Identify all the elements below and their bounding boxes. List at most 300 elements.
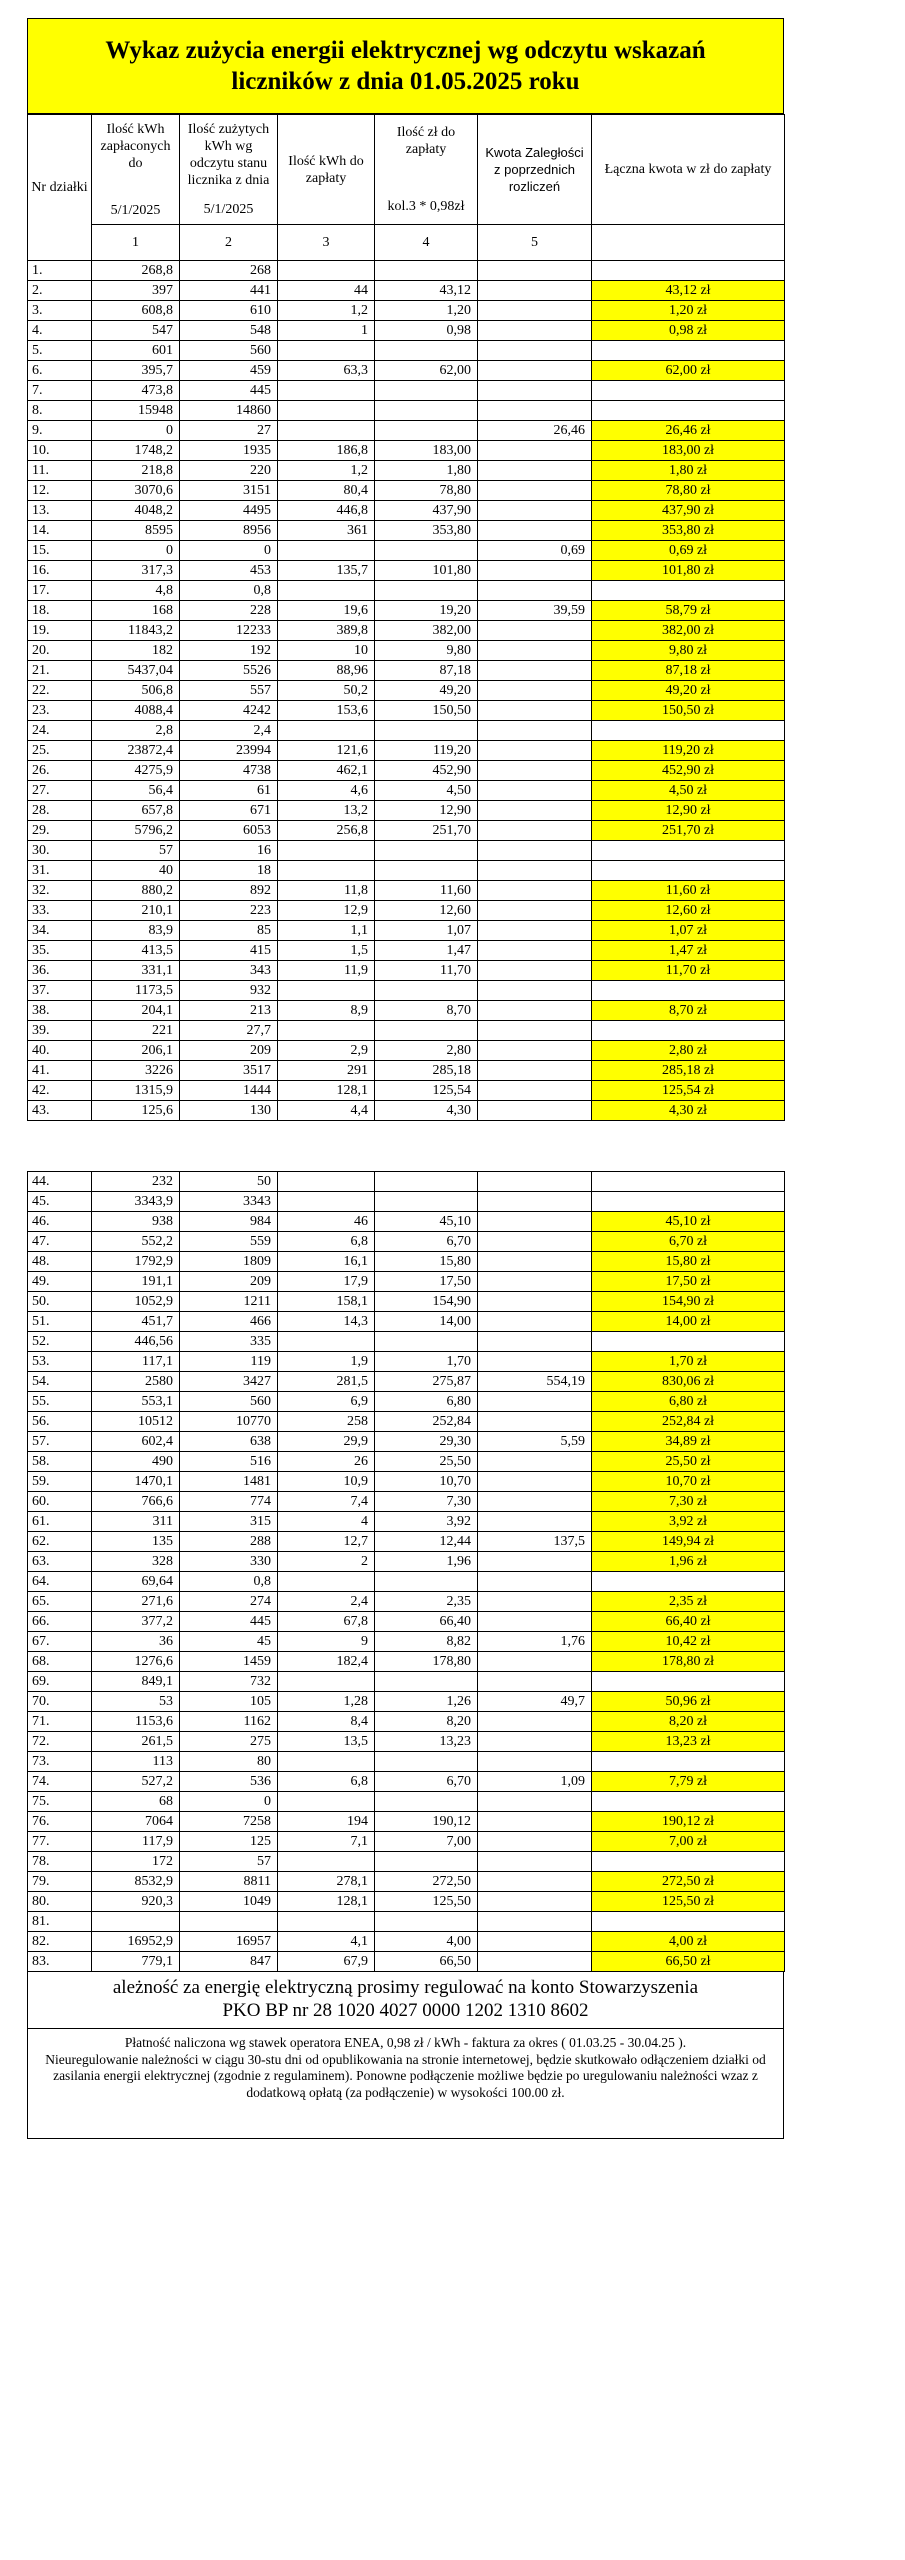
cell-nr: 69. <box>28 1672 92 1692</box>
cell-c5 <box>478 1792 592 1812</box>
cell-c1: 204,1 <box>92 1001 180 1021</box>
cell-nr: 31. <box>28 861 92 881</box>
cell-c1: 490 <box>92 1452 180 1472</box>
cell-c3: 80,4 <box>278 481 375 501</box>
cell-c4 <box>375 1672 478 1692</box>
cell-c4: 43,12 <box>375 281 478 301</box>
cell-c4: 9,80 <box>375 641 478 661</box>
cell-c2: 16 <box>180 841 278 861</box>
cell-c3: 128,1 <box>278 1081 375 1101</box>
table-row <box>28 681 785 701</box>
cell-c2: 466 <box>180 1312 278 1332</box>
cell-c2: 7258 <box>180 1812 278 1832</box>
cell-c2: 14860 <box>180 401 278 421</box>
cell-c6: 11,60 zł <box>592 881 785 901</box>
cell-c4: 8,82 <box>375 1632 478 1652</box>
cell-c4: 12,90 <box>375 801 478 821</box>
cell-c6: 437,90 zł <box>592 501 785 521</box>
cell-c4: 119,20 <box>375 741 478 761</box>
usage-table-part-2 <box>27 1171 785 1972</box>
cell-nr: 62. <box>28 1532 92 1552</box>
cell-c3 <box>278 541 375 561</box>
cell-nr: 29. <box>28 821 92 841</box>
cell-c2: 275 <box>180 1732 278 1752</box>
cell-c1: 117,1 <box>92 1352 180 1372</box>
cell-c5 <box>478 481 592 501</box>
cell-nr: 54. <box>28 1372 92 1392</box>
cell-c2: 1481 <box>180 1472 278 1492</box>
cell-c5: 5,59 <box>478 1432 592 1452</box>
table-row <box>28 521 785 541</box>
cell-c3 <box>278 1672 375 1692</box>
cell-c6 <box>592 981 785 1001</box>
cell-c1 <box>92 1912 180 1932</box>
header-col3: Ilość kWh do zapłaty <box>278 115 375 225</box>
cell-c2: 4242 <box>180 701 278 721</box>
cell-c5 <box>478 581 592 601</box>
cell-c6 <box>592 581 785 601</box>
cell-c4: 2,80 <box>375 1041 478 1061</box>
cell-c2: 559 <box>180 1232 278 1252</box>
cell-c4: 3,92 <box>375 1512 478 1532</box>
cell-c6 <box>592 1912 785 1932</box>
cell-c3: 194 <box>278 1812 375 1832</box>
cell-nr: 63. <box>28 1552 92 1572</box>
cell-c4 <box>375 721 478 741</box>
cell-c6: 101,80 zł <box>592 561 785 581</box>
cell-nr: 71. <box>28 1712 92 1732</box>
cell-c5 <box>478 941 592 961</box>
cell-c4: 1,80 <box>375 461 478 481</box>
table-row <box>28 501 785 521</box>
cell-c5 <box>478 961 592 981</box>
cell-c5 <box>478 761 592 781</box>
cell-c3: 2,9 <box>278 1041 375 1061</box>
cell-c1: 920,3 <box>92 1892 180 1912</box>
cell-c5 <box>478 501 592 521</box>
cell-c4: 6,70 <box>375 1772 478 1792</box>
table-row <box>28 1001 785 1021</box>
cell-c5: 554,19 <box>478 1372 592 1392</box>
cell-c6: 9,80 zł <box>592 641 785 661</box>
cell-nr: 59. <box>28 1472 92 1492</box>
table-row <box>28 441 785 461</box>
header-nr: Nr działki <box>28 115 92 261</box>
cell-c6: 26,46 zł <box>592 421 785 441</box>
cell-c3: 4,6 <box>278 781 375 801</box>
cell-c1: 135 <box>92 1532 180 1552</box>
cell-c6: 17,50 zł <box>592 1272 785 1292</box>
cell-c6: 49,20 zł <box>592 681 785 701</box>
cell-c4: 4,30 <box>375 1101 478 1121</box>
cell-c6: 353,80 zł <box>592 521 785 541</box>
cell-c1: 40 <box>92 861 180 881</box>
cell-c1: 8595 <box>92 521 180 541</box>
cell-c2: 343 <box>180 961 278 981</box>
cell-c5 <box>478 1912 592 1932</box>
cell-c4: 49,20 <box>375 681 478 701</box>
cell-c3: 128,1 <box>278 1892 375 1912</box>
cell-c6: 2,35 zł <box>592 1592 785 1612</box>
cell-c5 <box>478 681 592 701</box>
cell-c3: 63,3 <box>278 361 375 381</box>
cell-c4 <box>375 1572 478 1592</box>
cell-c3: 6,8 <box>278 1232 375 1252</box>
cell-nr: 3. <box>28 301 92 321</box>
cell-c6: 183,00 zł <box>592 441 785 461</box>
cell-nr: 47. <box>28 1232 92 1252</box>
table-row <box>28 321 785 341</box>
cell-c3: 1,28 <box>278 1692 375 1712</box>
table-row <box>28 1192 785 1212</box>
cell-c3: 67,8 <box>278 1612 375 1632</box>
cell-c1: 113 <box>92 1752 180 1772</box>
cell-c3: 182,4 <box>278 1652 375 1672</box>
table-row <box>28 1652 785 1672</box>
cell-c5 <box>478 981 592 1001</box>
cell-c6: 1,07 zł <box>592 921 785 941</box>
cell-c2: 288 <box>180 1532 278 1552</box>
cell-c3: 135,7 <box>278 561 375 581</box>
cell-nr: 78. <box>28 1852 92 1872</box>
cell-c4: 6,70 <box>375 1232 478 1252</box>
payment-note-warning: Nieuregulowanie należności w ciągu 30-stu dni od opublikowania na stronie internetowej, będzie skutkowało odłączeniem działki od zasilania energii elektrycznej (zgodnie z regulaminem). Ponowne podłączenie możliwe będzie po uregulowaniu należności wzaz z dodatkową opłatą (za podłączenie) w wysokości 100.00 zł. <box>45 2051 766 2100</box>
cell-c3: 291 <box>278 1061 375 1081</box>
cell-c5 <box>478 1812 592 1832</box>
cell-c6: 66,40 zł <box>592 1612 785 1632</box>
table-row <box>28 1392 785 1412</box>
cell-c3: 12,7 <box>278 1532 375 1552</box>
cell-c3: 17,9 <box>278 1272 375 1292</box>
cell-c4: 7,30 <box>375 1492 478 1512</box>
payment-info-line: ależność za energię elektryczną prosimy regulować na konto Stowarzyszenia <box>112 1977 699 1998</box>
cell-c5 <box>478 801 592 821</box>
cell-c2: 125 <box>180 1832 278 1852</box>
cell-c3: 13,5 <box>278 1732 375 1752</box>
cell-c5 <box>478 1872 592 1892</box>
cell-c2: 50 <box>180 1172 278 1192</box>
cell-c1: 8532,9 <box>92 1872 180 1892</box>
cell-c6: 15,80 zł <box>592 1252 785 1272</box>
header-col5: Kwota Zaległości z poprzednich rozliczeń <box>478 115 592 225</box>
cell-c5 <box>478 1332 592 1352</box>
cell-c6 <box>592 861 785 881</box>
cell-nr: 74. <box>28 1772 92 1792</box>
cell-c1: 4275,9 <box>92 761 180 781</box>
usage-table-part-1 <box>27 114 785 1121</box>
cell-c4 <box>375 841 478 861</box>
cell-c4: 101,80 <box>375 561 478 581</box>
cell-c5 <box>478 781 592 801</box>
table-row <box>28 1712 785 1732</box>
cell-c1: 11843,2 <box>92 621 180 641</box>
cell-c6: 149,94 zł <box>592 1532 785 1552</box>
cell-c1: 602,4 <box>92 1432 180 1452</box>
table-row <box>28 1272 785 1292</box>
header-num-5: 5 <box>478 225 592 261</box>
table-row <box>28 1532 785 1552</box>
cell-c6: 1,47 zł <box>592 941 785 961</box>
header-num-6 <box>592 225 785 261</box>
cell-c4 <box>375 1792 478 1812</box>
cell-c6 <box>592 1792 785 1812</box>
cell-nr: 27. <box>28 781 92 801</box>
header-col1: Ilość kWh zapłaconych do 5/1/2025 <box>92 115 180 225</box>
cell-c6 <box>592 1752 785 1772</box>
cell-c3: 281,5 <box>278 1372 375 1392</box>
cell-c4: 275,87 <box>375 1372 478 1392</box>
cell-nr: 60. <box>28 1492 92 1512</box>
payment-note <box>27 2029 784 2139</box>
cell-c6: 2,80 zł <box>592 1041 785 1061</box>
cell-c2: 1935 <box>180 441 278 461</box>
table-row <box>28 341 785 361</box>
cell-c5 <box>478 901 592 921</box>
cell-c5 <box>478 881 592 901</box>
cell-c1: 1315,9 <box>92 1081 180 1101</box>
cell-c6: 154,90 zł <box>592 1292 785 1312</box>
cell-c6: 830,06 zł <box>592 1372 785 1392</box>
cell-nr: 25. <box>28 741 92 761</box>
cell-c5 <box>478 841 592 861</box>
cell-c3: 462,1 <box>278 761 375 781</box>
cell-c1: 446,56 <box>92 1332 180 1352</box>
cell-c6: 12,60 zł <box>592 901 785 921</box>
cell-c3 <box>278 581 375 601</box>
cell-c3: 4,1 <box>278 1932 375 1952</box>
table-row <box>28 1672 785 1692</box>
cell-nr: 40. <box>28 1041 92 1061</box>
cell-c3: 12,9 <box>278 901 375 921</box>
cell-c1: 601 <box>92 341 180 361</box>
cell-c4: 1,47 <box>375 941 478 961</box>
table-row <box>28 1692 785 1712</box>
cell-c3: 7,4 <box>278 1492 375 1512</box>
table-row <box>28 881 785 901</box>
cell-nr: 2. <box>28 281 92 301</box>
cell-c2: 330 <box>180 1552 278 1572</box>
table-row <box>28 1812 785 1832</box>
cell-c3 <box>278 861 375 881</box>
cell-nr: 32. <box>28 881 92 901</box>
cell-c5 <box>478 861 592 881</box>
cell-c2: 548 <box>180 321 278 341</box>
cell-c6: 1,96 zł <box>592 1552 785 1572</box>
cell-c2: 4738 <box>180 761 278 781</box>
table-row <box>28 941 785 961</box>
cell-c2: 16957 <box>180 1932 278 1952</box>
cell-c1: 271,6 <box>92 1592 180 1612</box>
cell-c6: 3,92 zł <box>592 1512 785 1532</box>
table-row <box>28 481 785 501</box>
table-row <box>28 561 785 581</box>
cell-c2: 220 <box>180 461 278 481</box>
cell-c4: 251,70 <box>375 821 478 841</box>
cell-c5 <box>478 401 592 421</box>
cell-nr: 33. <box>28 901 92 921</box>
table-row <box>28 1612 785 1632</box>
cell-c1: 56,4 <box>92 781 180 801</box>
cell-c1: 69,64 <box>92 1572 180 1592</box>
cell-c4 <box>375 1852 478 1872</box>
cell-c3: 1,1 <box>278 921 375 941</box>
cell-c5 <box>478 321 592 341</box>
cell-c5: 1,76 <box>478 1632 592 1652</box>
cell-nr: 22. <box>28 681 92 701</box>
cell-c5 <box>478 1192 592 1212</box>
cell-c1: 210,1 <box>92 901 180 921</box>
cell-c5 <box>478 521 592 541</box>
cell-c3: 29,9 <box>278 1432 375 1452</box>
cell-nr: 41. <box>28 1061 92 1081</box>
table-row <box>28 361 785 381</box>
cell-c4 <box>375 981 478 1001</box>
table-row <box>28 661 785 681</box>
table-row <box>28 421 785 441</box>
cell-c3: 153,6 <box>278 701 375 721</box>
cell-c1: 172 <box>92 1852 180 1872</box>
cell-c2: 0,8 <box>180 581 278 601</box>
cell-c4: 6,80 <box>375 1392 478 1412</box>
header-col4: Ilość zł do zapłaty kol.3 * 0,98zł <box>375 115 478 225</box>
cell-c6: 10,70 zł <box>592 1472 785 1492</box>
cell-c4: 178,80 <box>375 1652 478 1672</box>
cell-c6: 6,80 zł <box>592 1392 785 1412</box>
cell-c4: 353,80 <box>375 521 478 541</box>
cell-nr: 65. <box>28 1592 92 1612</box>
cell-c5: 39,59 <box>478 601 592 621</box>
cell-nr: 68. <box>28 1652 92 1672</box>
cell-c6: 178,80 zł <box>592 1652 785 1672</box>
cell-c6: 150,50 zł <box>592 701 785 721</box>
cell-c1: 68 <box>92 1792 180 1812</box>
cell-nr: 72. <box>28 1732 92 1752</box>
table-body-2 <box>28 1172 785 1972</box>
cell-c1: 1153,6 <box>92 1712 180 1732</box>
cell-c2: 984 <box>180 1212 278 1232</box>
cell-c2: 0 <box>180 541 278 561</box>
header-col6: Łączna kwota w zł do zapłaty <box>592 115 785 225</box>
cell-c2: 671 <box>180 801 278 821</box>
cell-c1: 206,1 <box>92 1041 180 1061</box>
table-row <box>28 401 785 421</box>
table-row <box>28 1932 785 1952</box>
cell-nr: 16. <box>28 561 92 581</box>
cell-c1: 766,6 <box>92 1492 180 1512</box>
cell-nr: 81. <box>28 1912 92 1932</box>
cell-nr: 44. <box>28 1172 92 1192</box>
cell-c3: 158,1 <box>278 1292 375 1312</box>
cell-c3 <box>278 1332 375 1352</box>
cell-c6: 4,30 zł <box>592 1101 785 1121</box>
table-row <box>28 1172 785 1192</box>
cell-c3: 11,9 <box>278 961 375 981</box>
cell-c6 <box>592 1172 785 1192</box>
cell-c6: 8,70 zł <box>592 1001 785 1021</box>
cell-c3 <box>278 421 375 441</box>
cell-c4: 10,70 <box>375 1472 478 1492</box>
cell-c1: 473,8 <box>92 381 180 401</box>
cell-c4: 0,98 <box>375 321 478 341</box>
header-num-3: 3 <box>278 225 375 261</box>
cell-c4 <box>375 861 478 881</box>
cell-c2: 892 <box>180 881 278 901</box>
cell-c1: 1748,2 <box>92 441 180 461</box>
cell-c3: 26 <box>278 1452 375 1472</box>
cell-c5 <box>478 1592 592 1612</box>
table-row <box>28 541 785 561</box>
cell-nr: 19. <box>28 621 92 641</box>
cell-c2: 105 <box>180 1692 278 1712</box>
cell-c3 <box>278 341 375 361</box>
table-row <box>28 1101 785 1121</box>
cell-c3 <box>278 1912 375 1932</box>
cell-c5 <box>478 1492 592 1512</box>
cell-c6 <box>592 841 785 861</box>
cell-c6: 252,84 zł <box>592 1412 785 1432</box>
cell-c5 <box>478 1021 592 1041</box>
cell-c2: 5526 <box>180 661 278 681</box>
cell-c6: 119,20 zł <box>592 741 785 761</box>
table-row <box>28 761 785 781</box>
cell-c4: 13,23 <box>375 1732 478 1752</box>
cell-c6 <box>592 1021 785 1041</box>
cell-c5 <box>478 1272 592 1292</box>
cell-c3: 14,3 <box>278 1312 375 1332</box>
cell-c4: 12,60 <box>375 901 478 921</box>
cell-c6 <box>592 261 785 281</box>
cell-c5 <box>478 1001 592 1021</box>
cell-c6 <box>592 1192 785 1212</box>
cell-c1: 553,1 <box>92 1392 180 1412</box>
cell-nr: 8. <box>28 401 92 421</box>
cell-c3: 46 <box>278 1212 375 1232</box>
cell-c4: 452,90 <box>375 761 478 781</box>
cell-c1: 880,2 <box>92 881 180 901</box>
cell-c2: 1049 <box>180 1892 278 1912</box>
cell-c2: 228 <box>180 601 278 621</box>
cell-c6: 62,00 zł <box>592 361 785 381</box>
cell-nr: 64. <box>28 1572 92 1592</box>
cell-c2: 268 <box>180 261 278 281</box>
cell-c1: 232 <box>92 1172 180 1192</box>
table-row <box>28 1952 785 1972</box>
cell-c2: 8811 <box>180 1872 278 1892</box>
cell-c4 <box>375 1172 478 1192</box>
cell-c2: 130 <box>180 1101 278 1121</box>
cell-c2: 732 <box>180 1672 278 1692</box>
cell-c5: 0,69 <box>478 541 592 561</box>
cell-c2: 441 <box>180 281 278 301</box>
cell-c4: 14,00 <box>375 1312 478 1332</box>
table-row <box>28 1492 785 1512</box>
cell-c2: 315 <box>180 1512 278 1532</box>
cell-c3: 50,2 <box>278 681 375 701</box>
table-row <box>28 1832 785 1852</box>
table-row <box>28 741 785 761</box>
cell-c3: 8,9 <box>278 1001 375 1021</box>
cell-c3 <box>278 721 375 741</box>
cell-c4: 8,20 <box>375 1712 478 1732</box>
cell-c6: 1,80 zł <box>592 461 785 481</box>
cell-c6: 8,20 zł <box>592 1712 785 1732</box>
cell-nr: 82. <box>28 1932 92 1952</box>
table-row <box>28 1772 785 1792</box>
cell-c4: 4,50 <box>375 781 478 801</box>
cell-c1: 552,2 <box>92 1232 180 1252</box>
cell-nr: 35. <box>28 941 92 961</box>
cell-c4: 45,10 <box>375 1212 478 1232</box>
